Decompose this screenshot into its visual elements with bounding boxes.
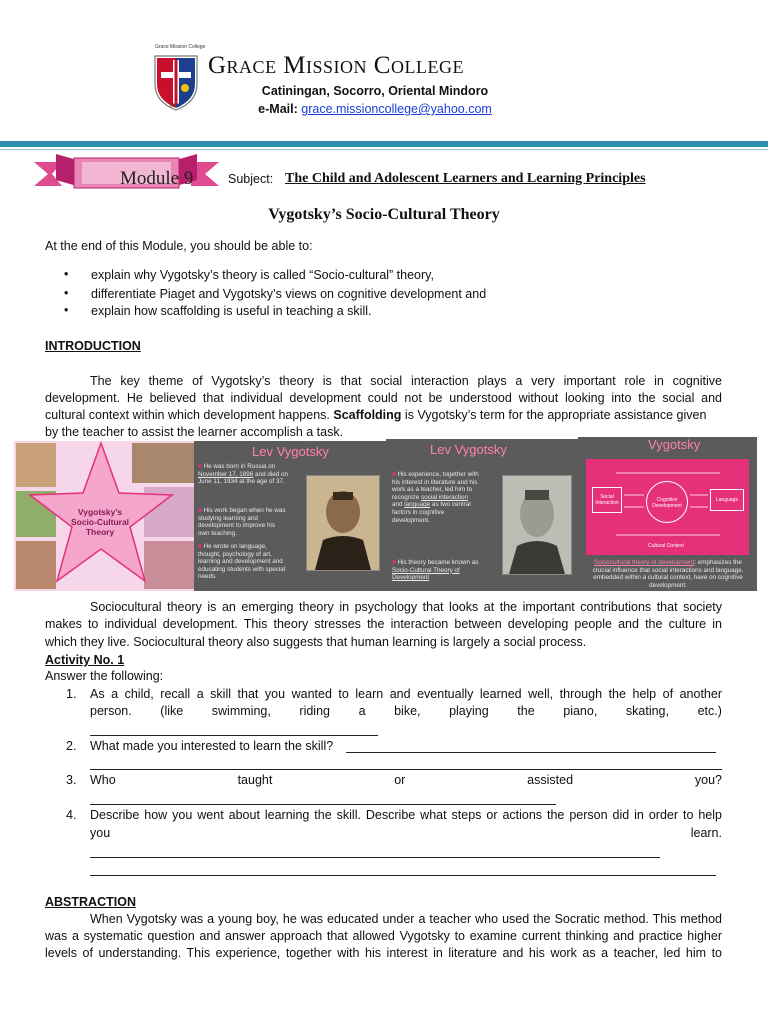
header-rule-thin [0,149,768,150]
s2-b1a: He was born in Russia on [203,463,276,470]
bullet-2: • [64,286,69,300]
introduction-heading: INTRODUCTION [45,339,141,353]
email-label: e-Mail: [258,102,298,116]
q1-w1: (like [160,704,184,718]
bullet-3: • [64,303,69,317]
q3-w0: Who [90,773,116,787]
intro-line-1: The key theme of Vygotsky’s theory is that social interaction plays a very important role in cognitive [90,374,722,388]
intro-line-4: by the teacher to assist the learner accomplish a task. [45,425,344,439]
s2-b1b: November 17, 1896 [198,470,254,478]
abstraction-line-1: When Vygotsky was a young boy, he was educated under a teacher who used the Socratic method. This method [90,912,722,926]
q4-line-1: Describe how you went about learning the skill. Describe what steps or actions the person did in order to help [90,808,722,822]
abstraction-line-3: levels of understanding. This experience, together with his interest in literature and his work as a teacher, led him to [45,946,722,960]
portrait-2 [502,475,572,575]
scaffolding-term: Scaffolding [333,408,402,422]
s3-b1c: and [392,501,405,509]
s3-b2a: His theory became known as [397,559,479,566]
diagram-box-social: Social Interaction [592,487,622,513]
q4-w-a: you [90,826,111,840]
s3-b1b: social interaction [421,493,468,501]
objective-3: explain how scaffolding is useful in teaching a skill. [91,304,372,318]
slides-strip [14,437,757,591]
q2-text: What made you interested to learn the skill? [90,739,334,753]
q3-answer-blank[interactable] [90,804,556,805]
header-rule [0,141,768,147]
q1-w9: skating, [625,704,669,718]
activity-heading: Activity No. 1 [45,653,125,667]
q3-number: 3. [66,773,77,787]
q4-number: 4. [66,808,77,822]
college-address: Catiningan, Socorro, Oriental Mindoro [261,84,489,98]
s3-b2b: Socio-Cultural Theory of Development [392,566,460,582]
slide-2-bullet-3: ■ He wrote on language, thought, psychology of art, learning and development and educating students with special needs. [198,543,286,581]
q1-line-1: As a child, recall a skill that you wanted to learn and eventually learned well, through the help of another [90,687,722,701]
abstraction-line-2: was a systematic question and answer approach that allowed Vygotsky to examine current thinking and practice higher [45,929,722,943]
socio-line-3: which they live. Sociocultural theory also suggests that human learning is largely a social process. [45,635,587,649]
slide-2-bullet-2: ■ His work began when he was studying learning and development to improve his own teaching. [198,507,286,537]
subject-title: The Child and Adolescent Learners and Learning Principles [285,171,646,186]
slide-2 [194,441,388,591]
slide-1 [14,441,202,591]
q4-answer-blank-1[interactable] [90,857,660,858]
diagram-context: Cultural Context [648,543,684,549]
s3-b1e: as two central factors in cognitive development. [392,501,471,524]
intro-line-3-b: is Vygotsky’s term for the appropriate assistance given [401,408,707,422]
activity-instruction: Answer the following: [45,669,164,683]
intro-line-3 [45,408,722,422]
page-title: Vygotsky’s Socio-Cultural Theory [268,206,500,223]
intro-line-2: development. He believed that individual development could not be understood without looking into the social and [45,391,722,405]
objective-1: explain why Vygotsky’s theory is called “Socio-cultural” theory, [91,268,434,282]
s3-b1a: His experience, together with his interest in literature and his work as a teacher, led him to recognize [392,471,479,501]
q3-w3: assisted [527,773,574,787]
q1-w7: the [517,704,535,718]
diagram-arrows [586,459,749,555]
q1-w5: bike, [394,704,421,718]
q4-answer-blank-2[interactable] [90,875,716,876]
s2-b1c: and died on June 11, 1934 at the age of 37. [198,470,288,486]
email-line [230,102,520,116]
q2-answer-blank-2[interactable] [90,769,722,770]
q3-w2: or [394,773,406,787]
seal-year: 1976 [169,103,181,109]
module-label: Module 9 [120,168,194,189]
email-link[interactable]: grace.missioncollege@yahoo.com [301,102,492,116]
q2-answer-blank-1[interactable] [346,752,716,753]
intro-line-3-a: cultural context within which development happens. [45,408,334,422]
q1-w2: swimming, [211,704,271,718]
bullet-1: • [64,267,69,281]
slide-3 [386,439,580,591]
q3-text [90,773,722,787]
abstraction-heading: ABSTRACTION [45,895,136,909]
s4-cap-a: Sociocultural theory of development [594,559,695,566]
s2-b3: He wrote on language, thought, psychology of art, learning and development and educating students with special needs. [198,543,286,581]
q2-number: 2. [66,739,77,753]
module-banner [34,152,219,196]
slide-1-title: Vygotsky’s Socio-Cultural Theory [70,507,130,537]
objective-2: differentiate Piaget and Vygotsky’s views on cognitive development and [91,287,487,301]
diagram-box-language: Language [710,489,744,511]
subject-label: Subject: [228,172,274,186]
slide-2-bullet-1: ■ He was born in Russia on November 17, 1896 and died on June 11, 1934 at the age of 37. [198,463,288,486]
s2-b2: His work began when he was studying learning and development to improve his own teaching. [198,507,286,537]
q4-line-2 [90,826,722,840]
q4-w-b: learn. [690,826,722,840]
s4-cap-b: : emphasizes the crucial influence that social interactions and language, embedded within a cultural context, have on cognitive development. [592,559,744,589]
slide-3-bullet-2: ■ His theory became known as Socio-Cultural Theory of Development [392,559,479,582]
q1-w4: a [358,704,366,718]
objectives-intro: At the end of this Module, you should be able to: [45,239,313,253]
socio-line-2: makes to individual development. This theory stresses the interaction between developing people and the culture in [45,617,722,631]
q1-w10: etc.) [697,704,722,718]
s3-b1d: language [404,501,431,509]
slide-3-bullet-1: ■ His experience, together with his interest in literature and his work as a teacher, led him to recognize social interaction and language as two central factors in cognitive development. [392,471,479,524]
q3-w1: taught [237,773,273,787]
q1-w3: riding [299,704,330,718]
q1-w6: playing [449,704,489,718]
college-seal [151,48,201,112]
slide-4-caption [588,559,748,589]
diagram-circle-cognitive: Cognitive Development [646,481,688,523]
q1-number: 1. [66,687,77,701]
slide-4-title: Vygotsky [648,437,701,452]
slide-3-title: Lev Vygotsky [430,442,507,457]
socio-line-1: Sociocultural theory is an emerging theory in psychology that looks at the important contributions that society [90,600,722,614]
q1-w8: piano, [563,704,598,718]
college-name: Grace Mission College [208,52,464,79]
q1-line-2 [90,704,722,718]
q1-answer-blank[interactable] [90,735,378,736]
q1-w0: person. [90,704,132,718]
seal-arc-text: Grace Mission College [155,44,206,50]
slide-2-title: Lev Vygotsky [252,444,329,459]
diagram-panel [586,459,749,555]
portrait-1 [306,475,380,571]
slide-4 [578,437,757,591]
q3-w4: you? [694,773,722,787]
